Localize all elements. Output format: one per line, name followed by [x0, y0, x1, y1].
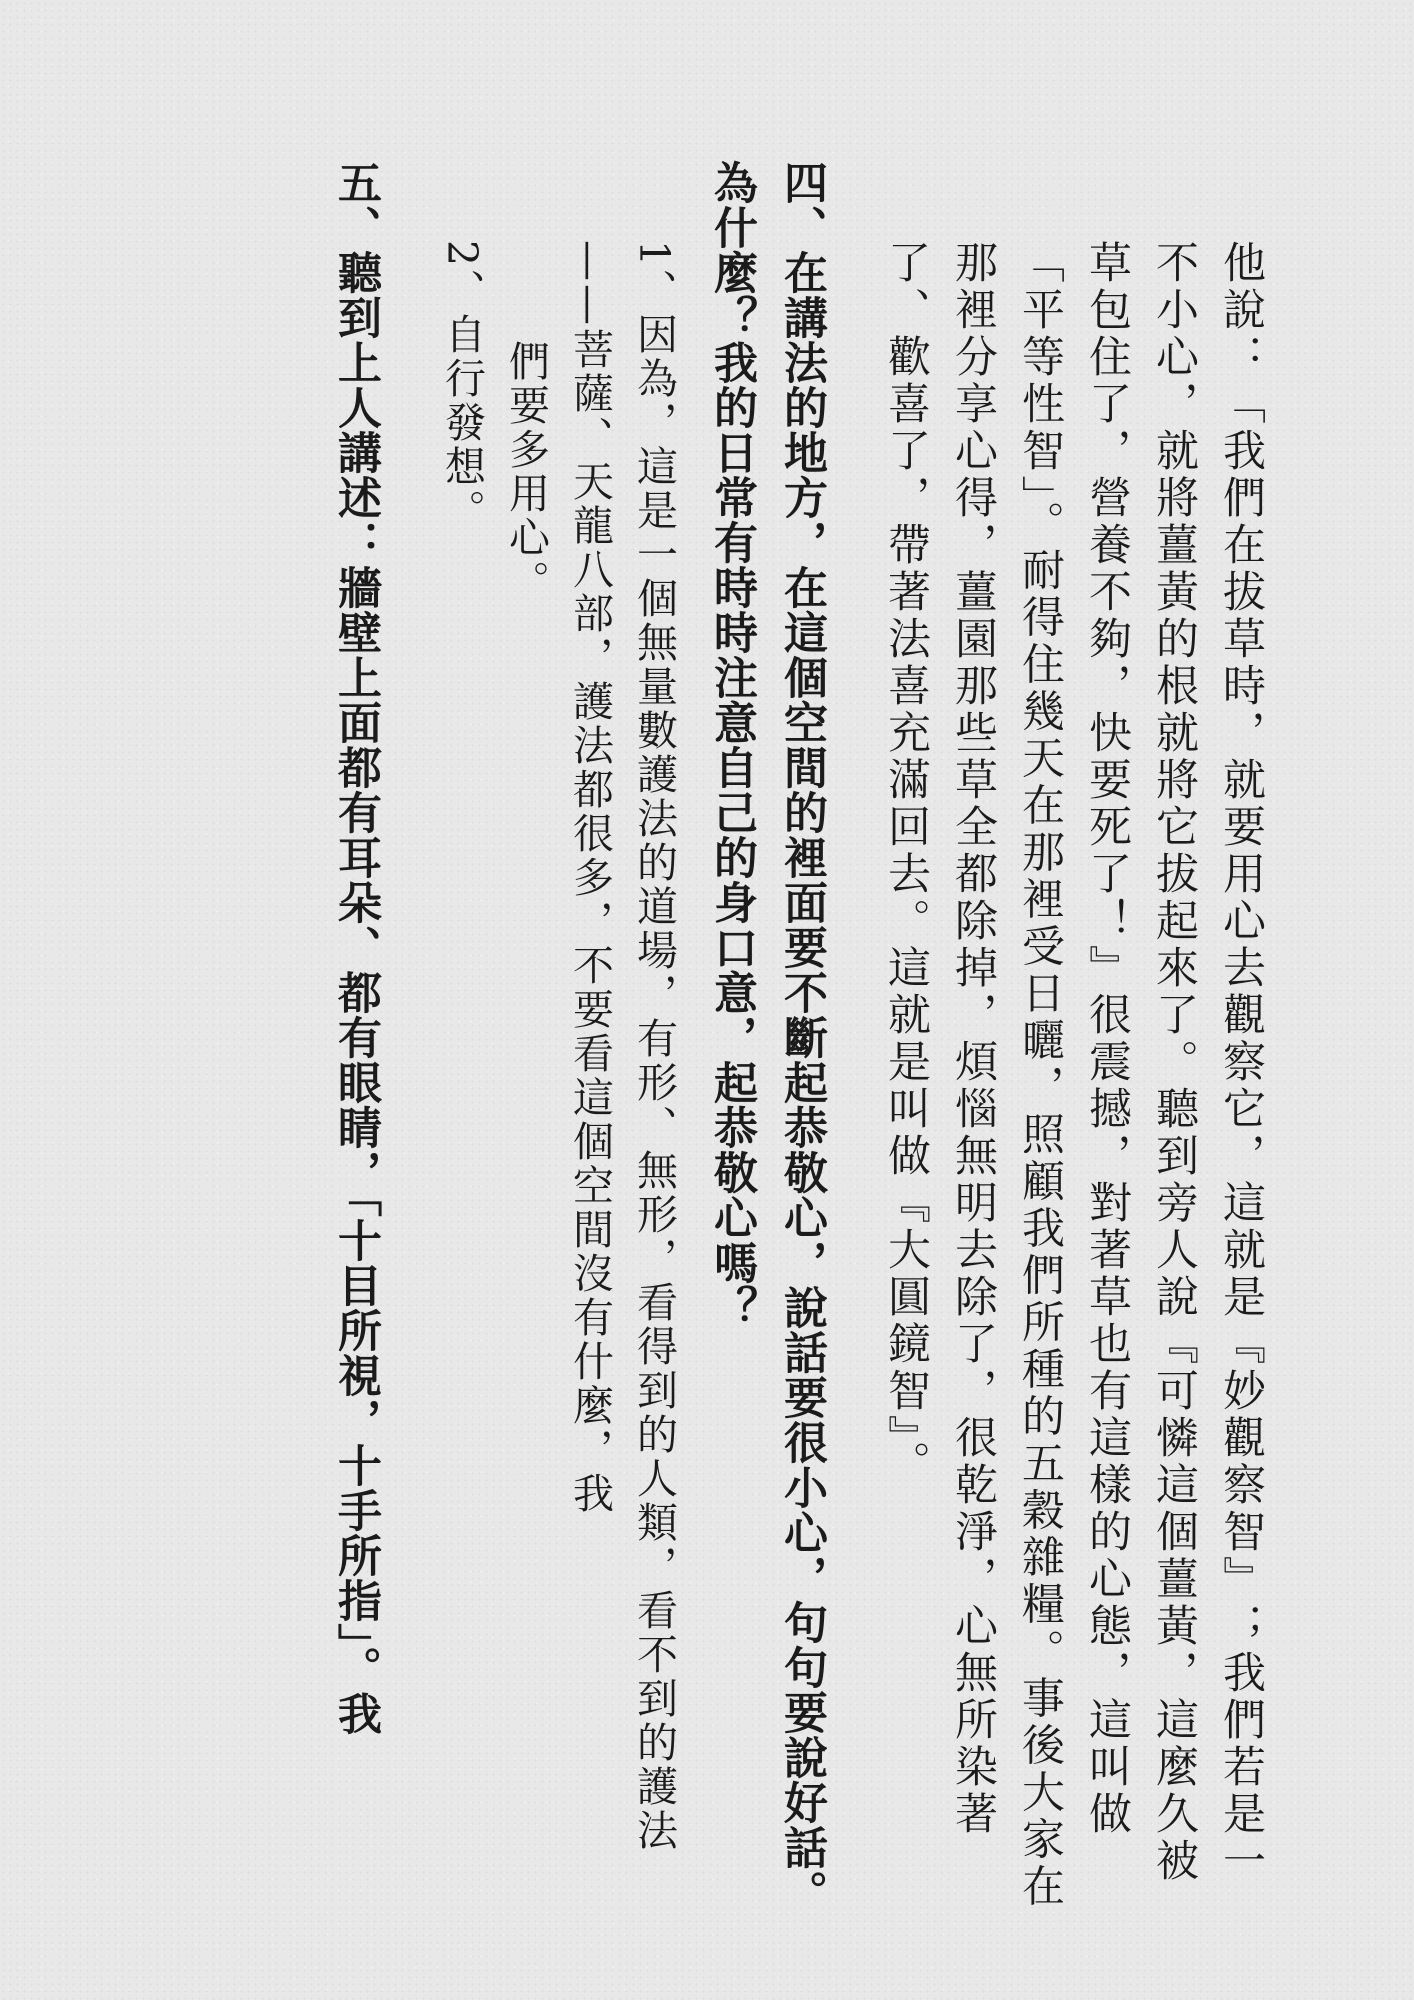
vertical-text-block — [310, 160, 1274, 1920]
list-item-2: 2、自行發想。 — [438, 240, 486, 534]
section-heading-5: 五、聽到上人講述：牆壁上面都有耳朵、都有眼睛，「十目所視，十手所指」。我 — [330, 160, 381, 1736]
list-item-1: 1、因為，這是一個無量數護法的道場，有形、無形，看得到的人類，看不到的護法——菩薩、天龍八部，護法都很多，不要看這個空間沒有什麼，我 — [566, 240, 678, 1854]
body-paragraph: 他說：「我們在拔草時，就要用心去觀察它，這就是『妙觀察智』；我們若是一不小心，就將薑黃的根就將它拔起來了。聽到旁人說『可憐這個薑黃，這麼久被草包住了，營養不夠，快要死了！』很震撼，對著草也有這樣的心態，這叫做「平等性智」。耐得住幾天在那裡受日曬，照顧我們所種的五穀雜糧。事後大家在那裡分享心得，薑園那些草全都除掉，煩惱無明去除了，很乾淨，心無所染著了、歡喜了，帶著法喜充滿回去。這就是叫做『大圓鏡智』。 — [881, 240, 1266, 1911]
section-heading-4: 四、在講法的地方，在這個空間的裡面要不斷起恭敬心，說話要很小心，句句要說好話。為什麼？我的日常有時時注意自己的身口意，起恭敬心嗎？ — [706, 160, 827, 1915]
list-item-1-continuation: 們要多用心。 — [502, 340, 550, 604]
